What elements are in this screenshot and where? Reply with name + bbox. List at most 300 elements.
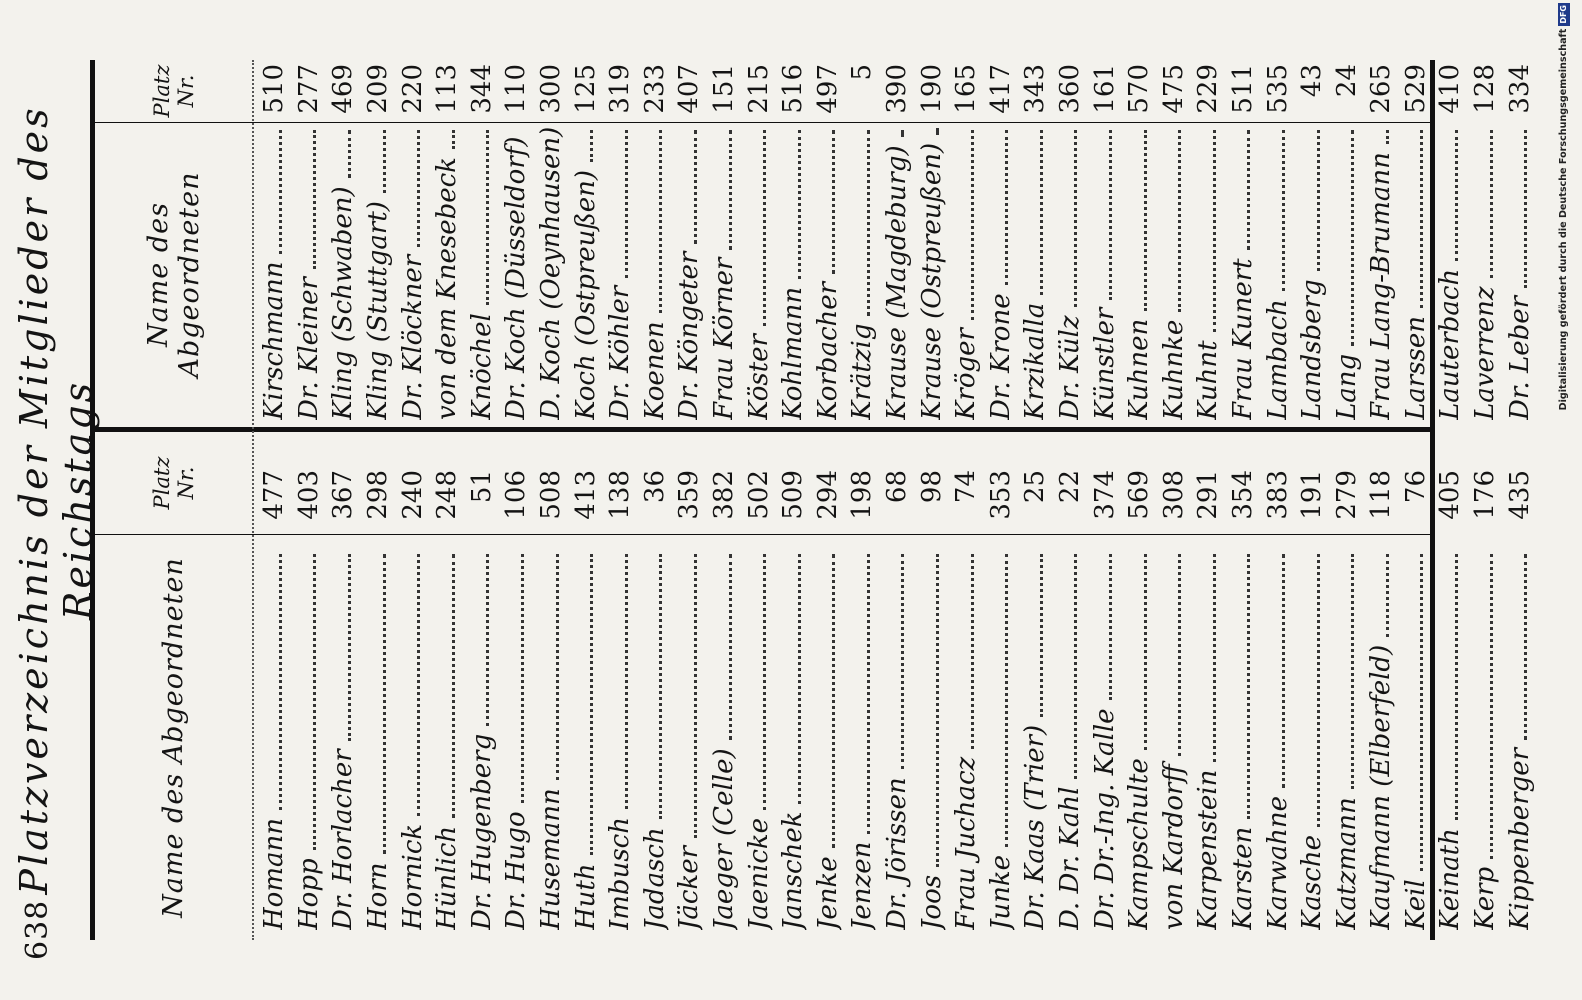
dot-leader <box>1074 554 1077 779</box>
member-row <box>465 470 500 930</box>
member-row <box>1502 64 1537 420</box>
dot-leader <box>936 130 939 135</box>
member-name: Koenen <box>639 321 670 420</box>
dot-leader <box>625 130 628 278</box>
member-name: Keil <box>1400 879 1431 930</box>
member-row <box>880 64 915 420</box>
seat-number: 190 <box>916 64 947 114</box>
dot-leader <box>1420 130 1423 308</box>
member-name: Kröger <box>951 328 982 420</box>
member-name: Jenke <box>812 856 843 930</box>
member-name: Kampschulte <box>1124 758 1155 930</box>
member-row <box>1502 470 1537 930</box>
member-name: Frau Körner <box>709 257 740 420</box>
seat-number: 220 <box>397 64 428 114</box>
member-name: Lang <box>1331 353 1362 420</box>
dot-leader <box>832 130 835 274</box>
member-name: Koch (Ostpreußen) <box>570 169 601 420</box>
dot-leader <box>1213 554 1216 762</box>
dot-leader <box>521 554 524 803</box>
member-name: Homann <box>259 818 290 930</box>
member-name: D. Koch (Oeynhausen) <box>536 126 567 420</box>
seat-number: 265 <box>1366 64 1397 114</box>
member-name: Köster <box>743 334 774 420</box>
member-row <box>638 64 673 420</box>
seat-number: 344 <box>466 64 497 114</box>
seat-directory-table <box>90 60 1535 940</box>
seat-number: 151 <box>709 64 740 114</box>
member-name: Kippenberger <box>1504 747 1535 930</box>
member-row <box>1156 64 1191 420</box>
seat-number: 113 <box>432 64 463 114</box>
member-name-cell <box>1366 550 1396 930</box>
seat-number: 535 <box>1262 64 1293 114</box>
dot-leader <box>901 130 904 137</box>
member-name-cell <box>432 126 462 420</box>
dot-leader <box>1386 130 1389 144</box>
member-name-cell <box>1228 550 1258 930</box>
member-row <box>845 470 880 930</box>
member-name: Dr. Dr.-Ing. Kalle <box>1089 708 1120 930</box>
member-name-cell <box>778 126 808 420</box>
dot-leader <box>348 554 351 741</box>
member-name: Kasche <box>1297 835 1328 930</box>
member-row <box>568 64 603 420</box>
member-name: Dr. Horlacher <box>328 749 359 930</box>
dot-leader <box>417 130 420 247</box>
member-name-cell <box>605 126 635 420</box>
member-name-cell <box>744 126 774 420</box>
member-row <box>534 470 569 930</box>
dot-leader <box>1317 130 1320 271</box>
seat-number: 98 <box>916 470 947 504</box>
member-name-cell <box>882 126 912 420</box>
dot-leader <box>1005 130 1008 285</box>
member-name: Jaenicke <box>743 817 774 930</box>
member-name: Frau Lang-Brumann <box>1366 152 1397 420</box>
seat-number: 529 <box>1400 64 1431 114</box>
dot-leader <box>1247 554 1250 819</box>
seat-number: 298 <box>363 470 394 520</box>
member-row <box>1433 64 1468 420</box>
dot-leader <box>971 554 974 749</box>
seat-number: 343 <box>1020 64 1051 114</box>
seat-number: 68 <box>881 470 912 504</box>
digitization-note <box>1551 3 1577 997</box>
member-row <box>1226 64 1261 420</box>
member-name: Karwahne <box>1262 796 1293 930</box>
seat-number: 508 <box>536 470 567 520</box>
member-name: Korbacher <box>812 281 843 420</box>
member-name-cell <box>813 126 843 420</box>
dot-leader <box>1351 554 1354 789</box>
member-name-cell <box>1090 550 1120 930</box>
member-row <box>1399 64 1434 420</box>
member-row <box>1295 64 1330 420</box>
left-plaz-header <box>95 432 252 534</box>
member-name: Dr. Külz <box>1054 315 1085 420</box>
seat-number: 198 <box>847 470 878 520</box>
member-name: Kirschmann <box>259 261 290 420</box>
member-name-cell <box>917 550 947 930</box>
seat-number: 279 <box>1331 470 1362 520</box>
seat-number: 570 <box>1124 64 1155 114</box>
seat-number: 354 <box>1227 470 1258 520</box>
member-name-cell <box>709 550 739 930</box>
dot-leader <box>1490 130 1493 278</box>
seat-number: 360 <box>1054 64 1085 114</box>
dot-leader <box>279 554 282 810</box>
dot-leader <box>729 554 732 740</box>
member-name: Junke <box>985 854 1016 930</box>
dot-leader <box>383 130 386 193</box>
member-name-cell <box>1401 550 1431 930</box>
member-row <box>707 64 742 420</box>
member-row <box>1364 64 1399 420</box>
seat-number: 209 <box>363 64 394 114</box>
member-row <box>1226 470 1261 930</box>
member-name-cell <box>1055 550 1085 930</box>
member-name-cell <box>1470 550 1500 930</box>
member-row <box>465 64 500 420</box>
member-name: Dr. Krone <box>985 293 1016 420</box>
seat-number: 497 <box>812 64 843 114</box>
member-name: Jadasch <box>639 827 670 930</box>
member-name: Karpenstein <box>1193 769 1224 930</box>
member-row <box>776 64 811 420</box>
member-name-cell <box>709 126 739 420</box>
member-name: Keinath <box>1435 828 1466 930</box>
member-name: Dr. Jörissen <box>881 777 912 930</box>
member-name: Krzikalla <box>1020 302 1051 420</box>
dot-leader <box>1490 554 1493 859</box>
member-row <box>326 470 361 930</box>
member-name: Jäcker <box>674 845 705 930</box>
member-row <box>257 64 292 420</box>
member-name-cell <box>1505 550 1535 930</box>
member-row <box>326 64 361 420</box>
seat-number: 435 <box>1504 470 1535 520</box>
member-name: Dr. Hugo <box>501 811 532 930</box>
member-name: Lambach <box>1262 299 1293 420</box>
plaz-header-line2: Nr. <box>173 466 198 500</box>
dot-leader <box>1455 554 1458 820</box>
dot-leader <box>556 554 559 780</box>
member-name-cell <box>674 126 704 420</box>
seat-number: 51 <box>466 470 497 504</box>
member-row <box>292 64 327 420</box>
member-name-cell <box>363 550 393 930</box>
plaz-header-line1: Platz <box>149 64 174 118</box>
member-name-cell <box>1263 126 1293 420</box>
member-name: von dem Knesebeck <box>432 157 463 420</box>
dot-leader <box>1247 130 1250 250</box>
seat-number: 367 <box>328 470 359 520</box>
member-name: Laverrenz <box>1470 286 1501 420</box>
plaz-header-line2: Nr. <box>173 74 198 108</box>
member-name-cell <box>951 126 981 420</box>
seat-number: 390 <box>881 64 912 114</box>
member-row <box>1329 64 1364 420</box>
member-name-cell <box>917 126 947 420</box>
member-name-cell <box>328 126 358 420</box>
dot-leader <box>729 130 732 250</box>
member-name-cell <box>467 126 497 420</box>
member-row <box>1122 470 1157 930</box>
seat-number: 353 <box>985 470 1016 520</box>
dot-leader <box>694 130 697 244</box>
member-row <box>983 470 1018 930</box>
seat-number: 25 <box>1020 470 1051 504</box>
dot-leader <box>1005 554 1008 847</box>
dot-leader <box>936 554 939 867</box>
seat-number: 176 <box>1470 470 1501 520</box>
member-name: Imbusch <box>605 817 636 930</box>
seat-number: 405 <box>1435 470 1466 520</box>
member-row <box>1087 470 1122 930</box>
member-row <box>603 470 638 930</box>
dot-leader <box>1144 554 1147 750</box>
seat-number: 233 <box>639 64 670 114</box>
member-name-cell <box>1263 550 1293 930</box>
dot-leader <box>901 554 904 769</box>
member-row <box>1433 470 1468 930</box>
dot-leader <box>1109 130 1112 300</box>
member-row <box>1191 64 1226 420</box>
member-row <box>499 64 534 420</box>
member-name: Kling (Stuttgart) <box>363 201 394 420</box>
dot-leader <box>1109 554 1112 700</box>
member-row <box>361 64 396 420</box>
member-row <box>292 470 327 930</box>
member-name-cell <box>1159 126 1189 420</box>
dot-leader <box>971 130 974 320</box>
member-row <box>361 470 396 930</box>
member-name-cell <box>744 550 774 930</box>
member-name: Joos <box>916 874 947 930</box>
member-name: Dr. Köhler <box>605 285 636 420</box>
member-row <box>534 64 569 420</box>
dot-leader <box>452 554 455 818</box>
member-name-cell <box>882 550 912 930</box>
member-row <box>430 64 465 420</box>
member-name: Husemann <box>536 788 567 930</box>
dot-leader <box>694 554 697 838</box>
member-name-cell <box>1159 550 1189 930</box>
member-row <box>1329 470 1364 930</box>
dot-leader <box>417 554 420 816</box>
seat-number: 161 <box>1089 64 1120 114</box>
dot-leader <box>1213 130 1216 332</box>
dot-leader <box>279 130 282 254</box>
dot-leader <box>798 554 801 804</box>
dot-leader <box>763 130 766 326</box>
member-name-cell <box>294 550 324 930</box>
seat-number: 334 <box>1504 64 1535 114</box>
member-row <box>499 470 534 930</box>
dot-leader <box>1282 130 1285 291</box>
member-row <box>1260 64 1295 420</box>
member-name-cell <box>847 126 877 420</box>
header-separator <box>252 60 254 940</box>
member-name: Kuhnen <box>1124 318 1155 420</box>
dot-leader <box>452 130 455 149</box>
member-name-cell <box>1297 126 1327 420</box>
seat-number: 374 <box>1089 470 1120 520</box>
dot-leader <box>1040 554 1043 717</box>
dot-leader <box>625 554 628 809</box>
member-name-cell <box>1332 126 1362 420</box>
member-name-cell <box>363 126 393 420</box>
seat-number: 407 <box>674 64 705 114</box>
member-name: Larssen <box>1400 315 1431 420</box>
member-row <box>845 64 880 420</box>
dot-leader <box>1074 130 1077 307</box>
dot-leader <box>486 130 489 305</box>
seat-number: 291 <box>1193 470 1224 520</box>
seat-number: 74 <box>951 470 982 504</box>
member-name: Kuhnt <box>1193 340 1224 420</box>
member-row <box>1053 470 1088 930</box>
page-title: Platzverzeichnis der Mitglieder des Reichstags <box>12 105 100 895</box>
member-row <box>1053 64 1088 420</box>
seat-number: 240 <box>397 470 428 520</box>
seat-number: 125 <box>570 64 601 114</box>
member-name-cell <box>1193 550 1223 930</box>
seat-number: 475 <box>1158 64 1189 114</box>
page-number: 638 <box>20 899 55 960</box>
member-name: Knöchel <box>466 313 497 420</box>
member-name-cell <box>1366 126 1396 420</box>
member-name: Dr. Hugenberg <box>466 733 497 930</box>
member-name-cell <box>259 550 289 930</box>
member-row <box>1364 470 1399 930</box>
dot-leader <box>590 554 593 855</box>
member-name-cell <box>605 550 635 930</box>
member-name: Frau Kunert <box>1227 258 1258 420</box>
seat-number: 417 <box>985 64 1016 114</box>
dot-leader <box>1351 130 1354 346</box>
digitization-note-text: Digitalisierung gefördert durch die Deutsche Forschungsgemeinschaft <box>1558 28 1569 411</box>
member-row <box>949 64 984 420</box>
member-name: Hünlich <box>432 825 463 930</box>
dot-leader <box>659 554 662 819</box>
member-name: Dr. Koch (Düsseldorf) <box>501 136 532 420</box>
member-name-cell <box>1090 126 1120 420</box>
member-name-cell <box>813 550 843 930</box>
member-name: Dr. Klöckner <box>397 254 428 420</box>
seat-number: 76 <box>1400 470 1431 504</box>
member-name-cell <box>1124 550 1154 930</box>
member-row <box>811 470 846 930</box>
member-name: Lauterbach <box>1435 268 1466 420</box>
member-name-cell <box>328 550 358 930</box>
member-name-cell <box>1193 126 1223 420</box>
seat-number: 413 <box>570 470 601 520</box>
member-name: Dr. Köngeter <box>674 251 705 420</box>
member-row <box>1018 470 1053 930</box>
member-row <box>1122 64 1157 420</box>
seat-number: 118 <box>1366 470 1397 520</box>
seat-number: 294 <box>812 470 843 520</box>
seat-number: 106 <box>501 470 532 520</box>
seat-number: 300 <box>536 64 567 114</box>
member-row <box>707 470 742 930</box>
member-name-cell <box>1435 126 1465 420</box>
dot-leader <box>1178 554 1181 756</box>
member-name: Hopp <box>293 858 324 930</box>
member-name: Hornick <box>397 823 428 930</box>
member-name: Krause (Magdeburg) <box>881 145 912 420</box>
dot-leader <box>313 130 316 269</box>
right-member-list <box>257 64 1537 420</box>
member-row <box>1399 470 1434 930</box>
seat-number: 215 <box>743 64 774 114</box>
member-row <box>1156 470 1191 930</box>
dot-leader <box>1282 554 1285 788</box>
member-name: Janschek <box>778 811 809 930</box>
dot-leader <box>1144 130 1147 311</box>
seat-number: 277 <box>293 64 324 114</box>
member-name-cell <box>571 126 601 420</box>
dot-leader <box>313 554 316 850</box>
member-name-cell <box>398 126 428 420</box>
dot-leader <box>1420 554 1423 871</box>
member-row <box>1191 470 1226 930</box>
left-name-header: Name des Abgeordneten <box>158 557 189 918</box>
member-name-cell <box>467 550 497 930</box>
member-name: Frau Juchacz <box>951 756 982 930</box>
dot-leader <box>590 130 593 162</box>
member-row <box>949 470 984 930</box>
member-row <box>638 470 673 930</box>
seat-number: 5 <box>847 64 878 81</box>
left-member-list <box>257 470 1537 930</box>
dot-leader <box>1040 130 1043 295</box>
dot-leader <box>832 554 835 848</box>
member-row <box>914 64 949 420</box>
member-name: Kuhnke <box>1158 319 1189 420</box>
member-row <box>811 64 846 420</box>
member-row <box>1260 470 1295 930</box>
seat-number: 138 <box>605 470 636 520</box>
member-name: Landsberg <box>1297 279 1328 420</box>
seat-number: 229 <box>1193 64 1224 114</box>
member-row <box>776 470 811 930</box>
member-name: Kaufmann (Elberfeld) <box>1366 644 1397 930</box>
member-name: D. Dr. Kahl <box>1054 786 1085 930</box>
dot-leader <box>763 554 766 810</box>
member-name-cell <box>1401 126 1431 420</box>
member-row <box>430 470 465 930</box>
seat-number: 502 <box>743 470 774 520</box>
member-name: Künstler <box>1089 307 1120 420</box>
right-name-header: Name des Abgeordneten <box>142 171 205 378</box>
seat-number: 477 <box>259 470 290 520</box>
right-plaz-header <box>95 60 252 122</box>
member-name-cell <box>640 126 670 420</box>
dot-leader <box>1178 130 1181 312</box>
seat-number: 516 <box>778 64 809 114</box>
member-name-cell <box>1505 126 1535 420</box>
member-name-cell <box>674 550 704 930</box>
member-name-cell <box>501 550 531 930</box>
seat-number: 308 <box>1158 470 1189 520</box>
member-row <box>983 64 1018 420</box>
member-name-cell <box>571 550 601 930</box>
dot-leader <box>1524 130 1527 288</box>
member-name-cell <box>1020 550 1050 930</box>
